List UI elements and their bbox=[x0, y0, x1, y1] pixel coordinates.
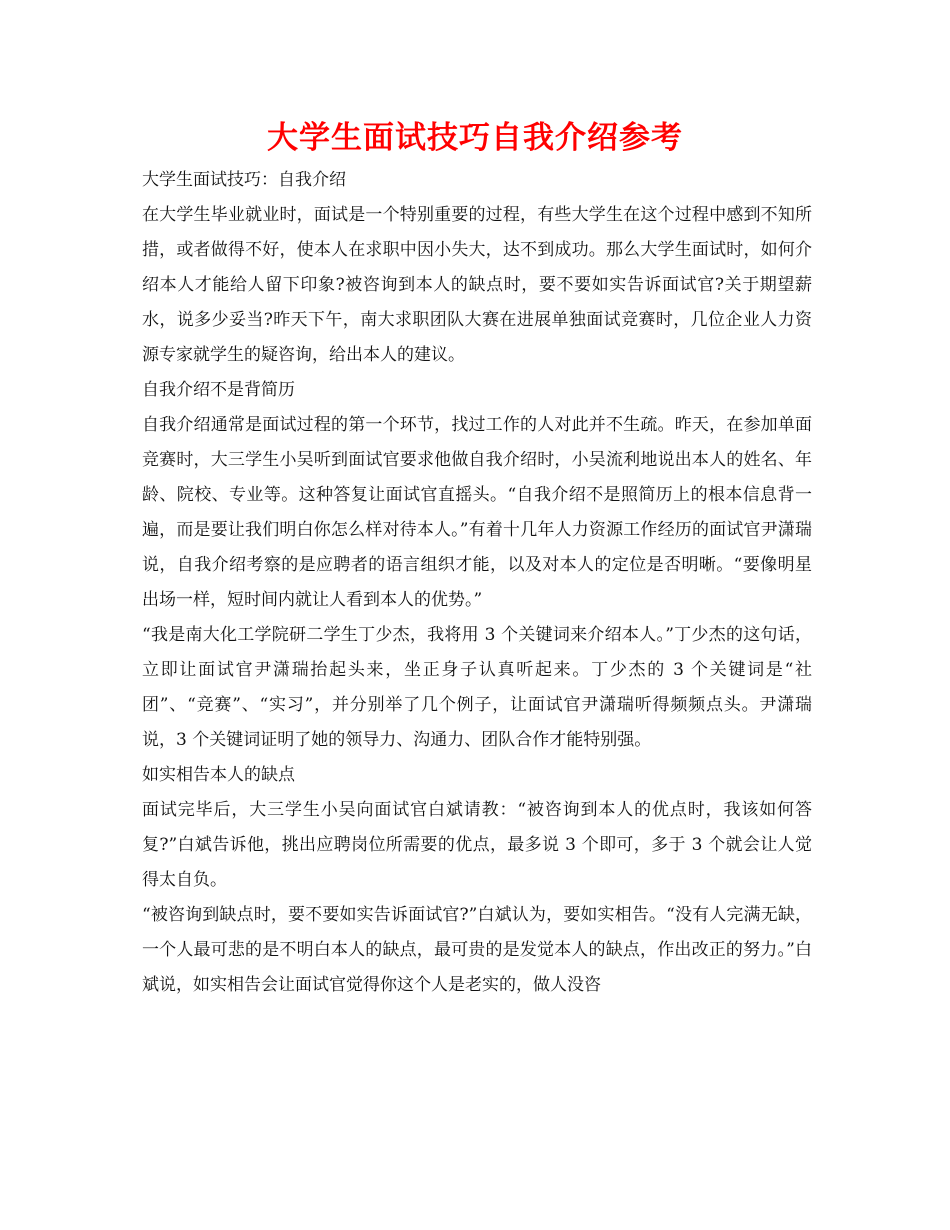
section-heading: 自我介绍不是背简历 bbox=[142, 380, 295, 400]
body-paragraph: 面试完毕后，大三学生小吴向面试官白斌请教：“被咨询到本人的优点时，我该如何答复?”白斌告诉他，挑出应聘岗位所需要的优点，最多说 3 个即可，多于 3 个就会让人觉得太自负。 bbox=[142, 800, 812, 890]
body-paragraph: 在大学生毕业就业时，面试是一个特别重要的过程，有些大学生在这个过程中感到不知所措，或者做得不好，使本人在求职中因小失大，达不到成功。那么大学生面试时，如何介绍本人才能给人留下印象?被咨询到本人的缺点时，要不要如实告诉面试官?关于期望薪水，说多少妥当?昨天下午，南大求职团队大赛在进展单独面试竞赛时，几位企业人力资源专家就学生的疑咨询，给出本人的建议。 bbox=[142, 205, 812, 365]
body-paragraph: 自我介绍通常是面试过程的第一个环节，找过工作的人对此并不生疏。昨天，在参加单面竞赛时，大三学生小吴听到面试官要求他做自我介绍时，小吴流利地说出本人的姓名、年龄、院校、专业等。这种答复让面试官直摇头。“自我介绍不是照简历上的根本信息背一遍，而是要让我们明白你怎么样对待本人。”有着十几年人力资源工作经历的面试官尹潇瑞说，自我介绍考察的是应聘者的语言组织才能，以及对本人的定位是否明晰。“要像明星出场一样，短时间内就让人看到本人的优势。” bbox=[142, 415, 812, 610]
document-body bbox=[142, 163, 812, 1003]
body-paragraph: “我是南大化工学院研二学生丁少杰，我将用 3 个关键词来介绍本人。”丁少杰的这句话，立即让面试官尹潇瑞抬起头来，坐正身子认真听起来。丁少杰的 3 个关键词是“社团”、“竞赛”、“实习”，并分别举了几个例子，让面试官尹潇瑞听得频频点头。尹潇瑞说，3 个关键词证明了她的领导力、沟通力、团队合作才能特别强。 bbox=[142, 625, 812, 750]
section-heading: 如实相告本人的缺点 bbox=[142, 765, 295, 785]
section-heading: 大学生面试技巧：自我介绍 bbox=[142, 170, 346, 190]
document-title: 大学生面试技巧自我介绍参考 bbox=[267, 120, 683, 156]
body-paragraph: “被咨询到缺点时，要不要如实告诉面试官?”白斌认为，要如实相告。“没有人完满无缺，一个人最可悲的是不明白本人的缺点，最可贵的是发觉本人的缺点，作出改正的努力。”白斌说，如实相告会让面试官觉得你这个人是老实的，做人没咨 bbox=[142, 905, 812, 995]
